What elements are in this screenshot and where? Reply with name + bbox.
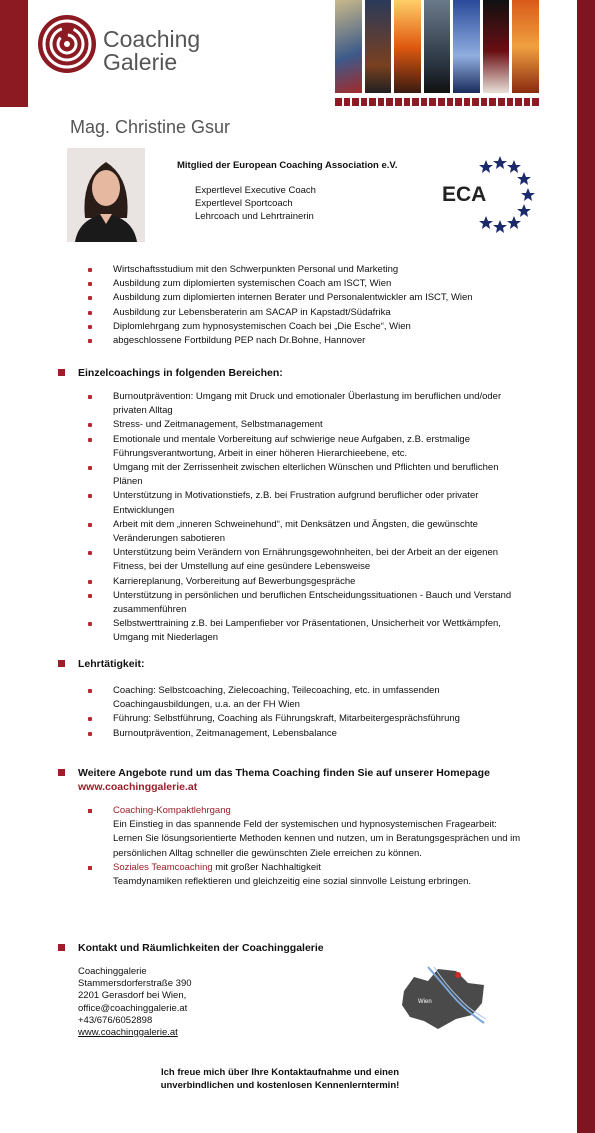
weitere-offers <box>88 804 528 889</box>
section-title: Einzelcoachings in folgenden Bereichen: <box>78 367 283 379</box>
left-red-bar <box>0 0 28 107</box>
closing-text <box>120 1066 440 1092</box>
closing-line: unverbindlichen und kostenlosen Kennenlerntermin! <box>160 1080 400 1091</box>
photo-fire <box>394 0 421 93</box>
qualification-list <box>195 184 316 223</box>
list-item: Coaching: Selbstcoaching, Zielecoaching, Teilecoaching, etc. in umfassenden Coachingausbildungen, u.a. an der FH Wien <box>88 684 528 712</box>
homepage-link[interactable]: www.coachinggalerie.at <box>78 781 198 793</box>
list-item: Diplomlehrgang zum hypnosystemischen Coach bei „Die Esche“, Wien <box>88 320 528 334</box>
list-item: Führung: Selbstführung, Coaching als Führungskraft, Mitarbeitergesprächsführung <box>88 712 528 726</box>
offer-team-suffix: mit großer Nachhaltigkeit <box>212 861 321 873</box>
offer-kompakt <box>88 804 528 861</box>
section-title: Weitere Angebote rund um das Thema Coaching finden Sie auf unserer Homepage <box>78 767 490 779</box>
section-marker-icon <box>58 944 65 951</box>
photo-flame <box>512 0 539 93</box>
list-item: Karriereplanung, Vorbereitung auf Bewerbungsgespräche <box>88 575 528 589</box>
eca-text: ECA <box>442 183 487 206</box>
header-photo-strip <box>335 0 539 93</box>
qualification-item: Expertlevel Executive Coach <box>195 185 316 196</box>
contact-web-link[interactable]: www.coachinggalerie.at <box>78 1027 178 1039</box>
einzel-list <box>88 390 528 646</box>
portrait-figure-icon <box>67 148 145 242</box>
brand-line2: Galerie <box>103 49 178 75</box>
list-item: Stress- und Zeitmanagement, Selbstmanagement <box>88 418 528 432</box>
photo-blocks <box>335 0 362 93</box>
list-item: Unterstützung beim Verändern von Ernährungsgewohnheiten, bei der Arbeit an der eigenen Fitness, bei der Umstellung auf eine gesündere Lebensweise <box>88 546 528 574</box>
list-item: abgeschlossene Fortbildung PEP nach Dr.Bohne, Hannover <box>88 334 528 348</box>
list-item: Selbstwerttraining z.B. bei Lampenfieber vor Präsentationen, Unsicherheit vor Wettkämpfen, Umgang mit Niederlagen <box>88 617 528 645</box>
contact-line: Coachinggalerie <box>78 966 147 977</box>
photo-sky <box>453 0 480 93</box>
offer-team-title[interactable]: Soziales Teamcoaching <box>113 861 213 873</box>
section-title: Lehrtätigkeit: <box>78 658 145 670</box>
map-icon <box>398 963 490 1031</box>
offer-team-text: Teamdynamiken reflektieren und gleichzeitig eine sozial sinnvolle Leistung erbringen. <box>113 876 472 888</box>
section-marker-icon <box>58 769 65 776</box>
list-item: Unterstützung in persönlichen und beruflichen Entscheidungssituationen - Bauch und Verstand zusammenführen <box>88 589 528 617</box>
contact-line: 2201 Gerasdorf bei Wien, <box>78 990 187 1002</box>
decorative-squares <box>335 98 539 106</box>
photo-figure <box>365 0 392 93</box>
brand-line1: Coaching <box>103 26 201 52</box>
list-item: Arbeit mit dem „inneren Schweinehund“, mit Denksätzen und Ängsten, die gewünschte Veränderungen sabotieren <box>88 518 528 546</box>
list-item: Wirtschaftsstudium mit den Schwerpunkten Personal und Marketing <box>88 263 528 277</box>
contact-line: Stammersdorferstraße 390 <box>78 978 192 990</box>
section-marker-icon <box>58 660 65 667</box>
list-item: Unterstützung in Motivationstiefs, z.B. bei Frustration aufgrund beruflicher oder privater Entwicklungen <box>88 489 528 517</box>
qualification-item: Lehrcoach und Lehrtrainerin <box>195 211 314 222</box>
list-item: Ausbildung zur Lebensberaterin am SACAP in Kapstadt/Südafrika <box>88 306 528 320</box>
list-item: Umgang mit der Zerrissenheit zwischen elterlichen Wünschen und Pflichten und beruflichen Plänen <box>88 461 528 489</box>
list-item: Burnoutprävention: Umgang mit Druck und emotionaler Überlastung im beruflichen und/oder privaten Alltag <box>88 390 528 418</box>
offer-kompakt-text: Ein Einstieg in das spannende Feld der systemischen und hypnosystemischen Fragearbeit: <box>113 819 497 831</box>
photo-wineglass <box>483 0 510 93</box>
lehr-list <box>88 684 528 741</box>
eca-logo-icon <box>438 154 538 234</box>
qualification-item: Expertlevel Sportcoach <box>195 198 293 209</box>
portrait-photo <box>67 148 145 242</box>
contact-phone: +43/676/6052898 <box>78 1014 153 1026</box>
map-label: Wien <box>418 999 432 1005</box>
list-item: Burnoutprävention, Zeitmanagement, Lebensbalance <box>88 727 528 741</box>
brand-name <box>103 28 200 74</box>
education-list <box>88 263 528 348</box>
section-marker-icon <box>58 369 65 376</box>
list-item: Ausbildung zum diplomierten systemischen Coach am ISCT, Wien <box>88 277 528 291</box>
right-red-bar <box>577 0 595 1133</box>
closing-line: Ich freue mich über Ihre Kontaktaufnahme und einen <box>160 1067 400 1078</box>
list-item: Ausbildung zum diplomierten internen Berater und Personalentwickler am ISCT, Wien <box>88 291 528 305</box>
person-name: Mag. Christine Gsur <box>70 117 231 137</box>
offer-team <box>88 861 528 889</box>
offer-kompakt-text: Lernen Sie lösungsorientierte Methoden kennen und nutzen, um in Beratungsgesprächen und im persönlichen Alltag schneller die gewünschten Ziele erreichen zu können. <box>113 833 521 859</box>
list-item: Emotionale und mentale Vorbereitung auf schwierige neue Aufgaben, z.B. erstmalige Führungsverantwortung, Arbeit in einer höheren Hierarchieebene, etc. <box>88 433 528 461</box>
offer-kompakt-title[interactable]: Coaching-Kompaktlehrgang <box>113 805 231 816</box>
photo-machine <box>424 0 451 93</box>
membership-text: Mitglied der European Coaching Association e.V. <box>177 160 398 171</box>
coaching-galerie-logo-icon <box>36 13 98 75</box>
section-title: Kontakt und Räumlichkeiten der Coachinggalerie <box>78 942 324 954</box>
contact-block <box>78 966 192 1039</box>
contact-email[interactable]: office@coachinggalerie.at <box>78 1002 188 1014</box>
